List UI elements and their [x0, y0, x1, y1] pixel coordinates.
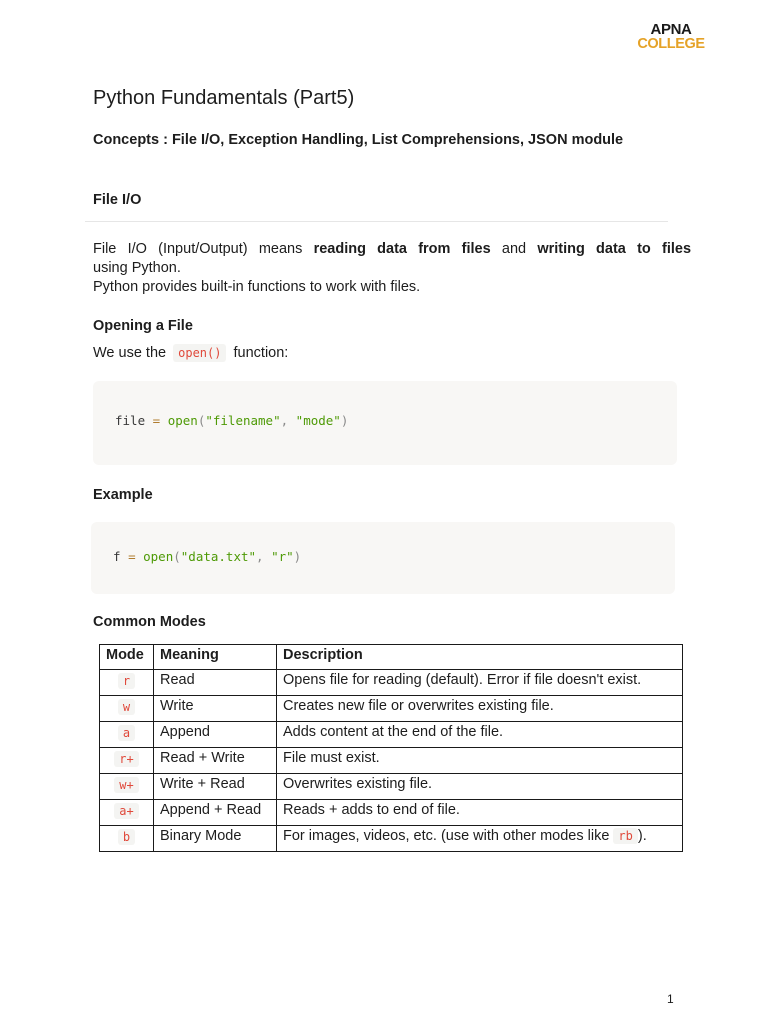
mode-code: b: [118, 829, 135, 845]
mode-code: w+: [114, 777, 138, 793]
concepts-line: Concepts : File I/O, Exception Handling, List Comprehensions, JSON module: [93, 132, 624, 148]
header-description: Description: [277, 645, 683, 670]
modes-table: [99, 644, 683, 852]
code-paren: (: [173, 549, 181, 564]
section-heading-example: Example: [93, 487, 153, 503]
meaning-cell: Write + Read: [154, 774, 277, 800]
intro-text-and: and: [490, 241, 538, 257]
description-cell: Opens file for reading (default). Error if file doesn't exist.: [277, 670, 683, 696]
table-row: [100, 696, 683, 722]
header-meaning: Meaning: [154, 645, 277, 670]
mode-cell: [100, 826, 154, 852]
logo-line-2: COLLEGE: [637, 36, 705, 52]
table-row: [100, 826, 683, 852]
description-text: For images, videos, etc. (use with other modes like: [283, 828, 610, 844]
code-paren: ): [293, 549, 302, 564]
meaning-cell: Binary Mode: [154, 826, 277, 852]
table-row: [100, 800, 683, 826]
code-paren: (: [197, 413, 206, 428]
description-end: ).: [637, 828, 647, 844]
page-title: Python Fundamentals (Part5): [93, 87, 355, 109]
section-divider: [85, 221, 668, 222]
logo-line-1: APNA: [650, 21, 692, 38]
code-line: [115, 413, 348, 428]
code-operator: =: [128, 549, 136, 564]
file-io-intro-line-1: [93, 240, 691, 259]
meaning-cell: Read + Write: [154, 748, 277, 774]
inline-code-rb: rb: [613, 828, 637, 844]
mode-code: r: [118, 673, 135, 689]
code-block-example: [91, 522, 675, 594]
page-number: 1: [667, 992, 674, 1006]
description-cell: Reads + adds to end of file.: [277, 800, 683, 826]
table-header-row: [100, 645, 683, 670]
mode-code: a+: [114, 803, 138, 819]
description-cell: Adds content at the end of the file.: [277, 722, 683, 748]
code-comma: ,: [280, 413, 289, 428]
description-cell: [277, 826, 683, 852]
code-var: file: [115, 413, 146, 428]
file-io-intro-line-2: using Python.: [93, 260, 181, 276]
meaning-cell: Append: [154, 722, 277, 748]
mode-cell: [100, 722, 154, 748]
code-string: "mode": [295, 413, 341, 428]
code-function: open: [167, 413, 198, 428]
section-heading-common-modes: Common Modes: [93, 614, 206, 630]
intro-text-a: File I/O (Input/Output) means: [93, 241, 314, 257]
code-string: "r": [271, 549, 294, 564]
table-row: [100, 774, 683, 800]
code-string: "filename": [205, 413, 281, 428]
code-block-open-syntax: [93, 381, 677, 465]
code-comma: ,: [256, 549, 264, 564]
code-var: f: [113, 549, 121, 564]
mode-cell: [100, 800, 154, 826]
meaning-cell: Write: [154, 696, 277, 722]
section-heading-file-io: File I/O: [93, 192, 142, 208]
intro-bold-reading: reading data from files: [313, 241, 491, 257]
description-cell: Overwrites existing file.: [277, 774, 683, 800]
table-row: [100, 670, 683, 696]
table-row: [100, 722, 683, 748]
mode-code: w: [118, 699, 135, 715]
inline-code-open: open(): [173, 344, 226, 362]
intro-bold-writing: writing data to files: [537, 241, 692, 257]
mode-cell: [100, 748, 154, 774]
code-line: [113, 549, 301, 564]
apna-college-logo: [636, 22, 706, 52]
usage-text-a: We use the: [93, 345, 167, 361]
header-mode: Mode: [100, 645, 154, 670]
code-function: open: [143, 549, 174, 564]
open-usage-line: [93, 345, 288, 361]
mode-cell: [100, 670, 154, 696]
code-paren: ): [340, 413, 349, 428]
mode-code: r+: [114, 751, 138, 767]
description-cell: File must exist.: [277, 748, 683, 774]
description-cell: Creates new file or overwrites existing file.: [277, 696, 683, 722]
section-heading-opening-file: Opening a File: [93, 318, 193, 334]
mode-cell: [100, 696, 154, 722]
meaning-cell: Append + Read: [154, 800, 277, 826]
meaning-cell: Read: [154, 670, 277, 696]
mode-code: a: [118, 725, 135, 741]
code-string: "data.txt": [180, 549, 257, 564]
code-operator: =: [152, 413, 161, 428]
usage-text-b: function:: [233, 345, 289, 361]
file-io-intro-line-3: Python provides built-in functions to work with files.: [93, 279, 421, 295]
file-io-intro: [93, 240, 691, 297]
mode-cell: [100, 774, 154, 800]
table-row: [100, 748, 683, 774]
